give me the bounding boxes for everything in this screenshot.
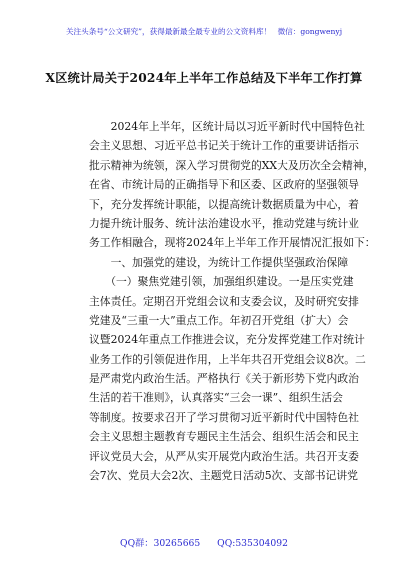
body-line: 党建及“三重一大”重点工作。年初召开党组（扩大）会 — [89, 313, 349, 327]
document-title: X区统计局关于2024年上半年工作总结及下半年工作打算 — [45, 71, 363, 85]
body-line: 是严肃党内政治生活。严格执行《关于新形势下党内政治 — [89, 372, 359, 386]
body-line: 主体责任。定期召开党组会议和支委会议，及时研究安排 — [89, 294, 359, 308]
body-line: 会主义思想主题教育专题民主生活会、组织生活会和民主 — [89, 430, 359, 444]
footer-qq: QQ:535304092 — [217, 538, 288, 549]
header-promo-text: 关注头条号“公文研究”，获得最新最全最专业的公文资料库！ — [65, 27, 272, 36]
footer-qq-group: QQ群：30265665 — [120, 538, 201, 549]
body-line: 下，充分发挥统计职能，以提高统计数据质量为中心，着 — [89, 197, 359, 211]
body-line: 务工作相融合，现将2024年上半年工作开展情况汇报如下： — [89, 236, 376, 250]
body-line: 会7次、党员大会2次、主题党日活动5次、支部书记讲党 — [89, 469, 358, 483]
body-line: （一）聚焦党建引领，加强组织建设。一是压实党建 — [89, 275, 354, 289]
body-line: 等制度。按要求召开了学习贯彻习近平新时代中国特色社 — [89, 410, 359, 424]
header-banner — [0, 26, 408, 37]
body-line: 会主义思想、习近平总书记关于统计工作的重要讲话指示 — [89, 139, 359, 153]
body-line: 批示精神为统领，深入学习贯彻党的XX大及历次全会精神， — [89, 158, 375, 172]
body-line: 力提升统计服务、统计法治建设水平，推动党建与统计业 — [89, 216, 359, 230]
footer-contact — [0, 535, 408, 549]
body-line: 在省、市统计局的正确指导下和区委、区政府的坚强领导 — [89, 178, 359, 192]
body-line: 业务工作的引领促进作用，上半年共召开党组会议8次。二 — [89, 352, 366, 366]
body-line: 2024年上半年，区统计局以习近平新时代中国特色社 — [89, 120, 365, 133]
body-line: 生活的若干准则》，认真落实“三会一课”、组织生活会 — [89, 391, 343, 405]
document-body — [89, 117, 376, 485]
header-wechat: 微信：gongwenyj — [277, 27, 343, 36]
body-line: 议暨2024年重点工作推进会议，充分发挥党建工作对统计 — [89, 333, 365, 347]
body-line: 评议党员大会，从严从实开展党内政治生活。共召开支委 — [89, 449, 359, 463]
section-heading: 一、加强党的建设，为统计工作提供坚强政治保障 — [89, 255, 349, 269]
